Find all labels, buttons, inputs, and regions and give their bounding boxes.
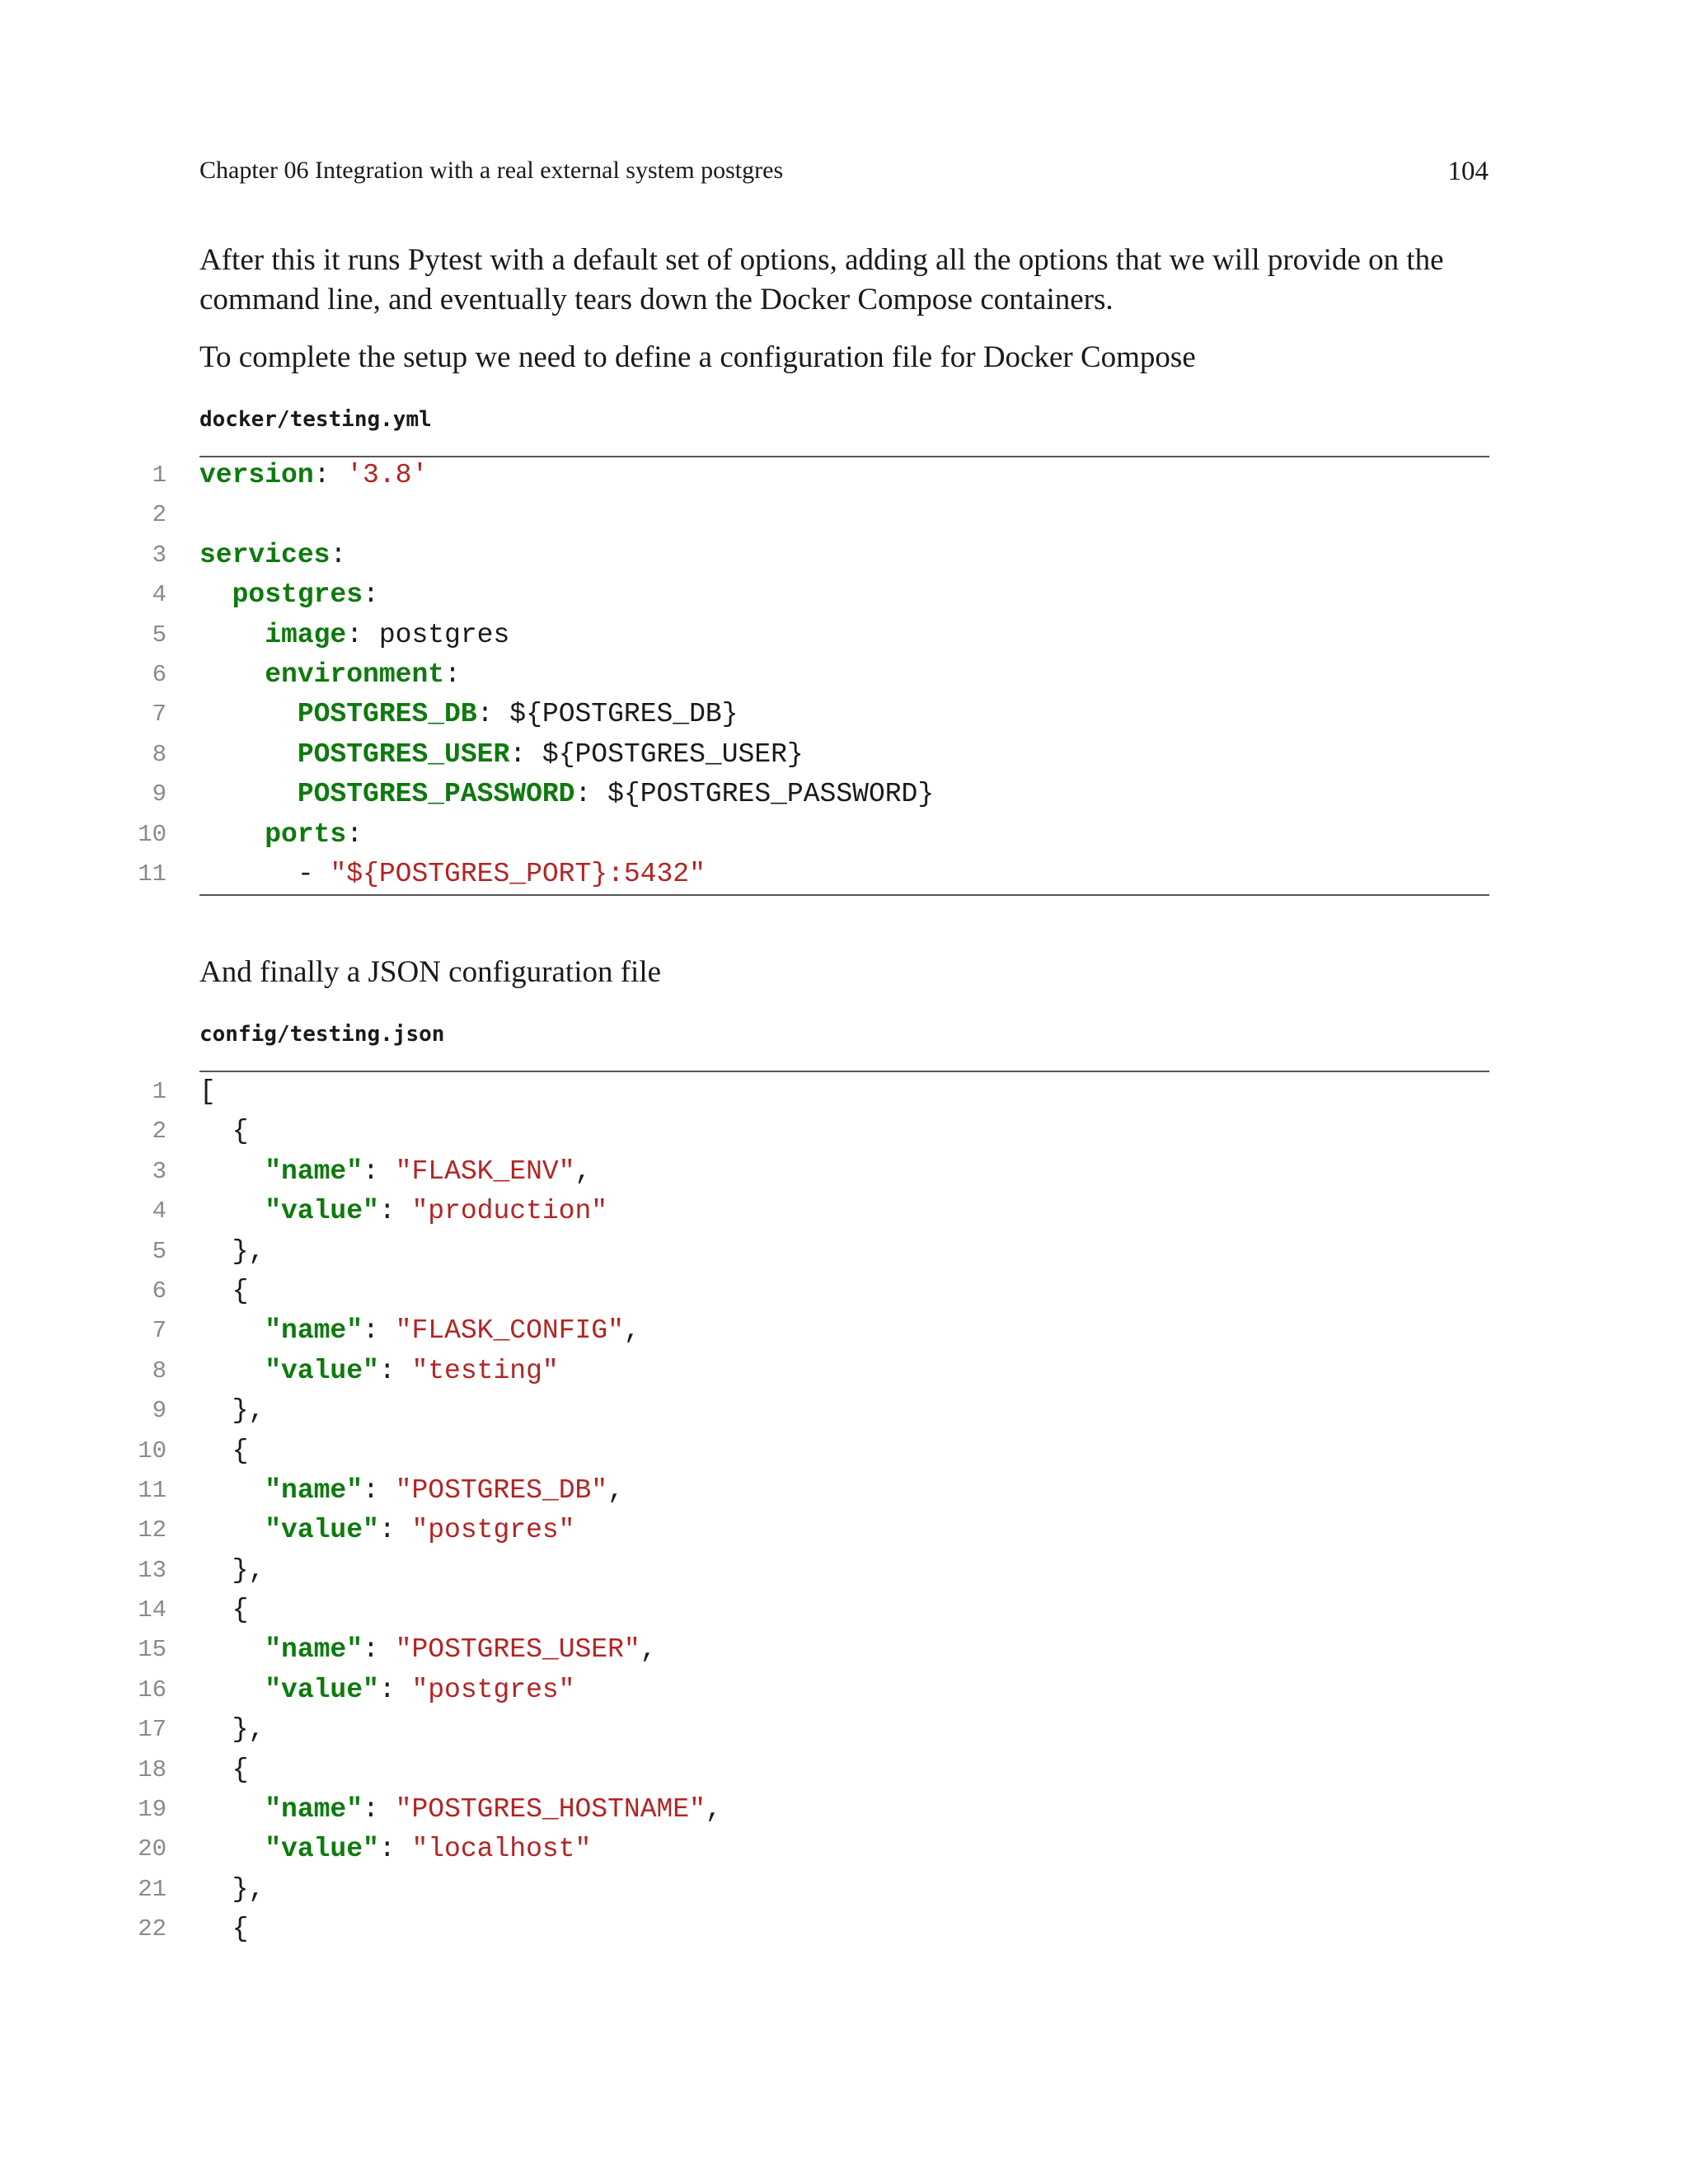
- code-line: [0, 1750, 1489, 1790]
- code-text: [199, 1272, 248, 1311]
- line-number: 7: [152, 1317, 166, 1345]
- code-text: [199, 1192, 607, 1231]
- code-punct: ,: [607, 1474, 624, 1506]
- line-number: 13: [138, 1556, 166, 1584]
- code-key: "name": [265, 1155, 363, 1187]
- code-text: [199, 695, 738, 734]
- listing-filename: docker/testing.yml: [199, 407, 432, 432]
- code-string: "FLASK_CONFIG": [395, 1315, 624, 1347]
- code-punct: :: [363, 579, 379, 611]
- code-punct: },: [199, 1395, 265, 1427]
- line-number: 1: [152, 462, 166, 489]
- code-string: "production": [411, 1196, 608, 1227]
- code-punct: -: [199, 858, 331, 889]
- code-string: "${POSTGRES_PORT}:5432": [330, 858, 706, 889]
- line-number: 5: [152, 621, 166, 649]
- code-string: "FLASK_ENV": [395, 1155, 575, 1187]
- code-text: [199, 456, 428, 495]
- code-punct: [199, 699, 298, 729]
- code-punct: [199, 1794, 265, 1825]
- code-string: "POSTGRES_DB": [395, 1474, 608, 1506]
- code-key: environment: [265, 658, 445, 690]
- code-line: [0, 1630, 1489, 1670]
- line-number: 6: [152, 1277, 166, 1305]
- code-punct: ,: [623, 1315, 640, 1347]
- code-text: [199, 1471, 624, 1511]
- code-punct: ,: [705, 1794, 722, 1825]
- code-line: [0, 1910, 1489, 1949]
- code-punct: :: [330, 539, 347, 570]
- code-line: [0, 1311, 1489, 1351]
- code-text: [199, 1232, 265, 1272]
- code-punct: },: [199, 1873, 265, 1905]
- code-punct: :: [378, 1355, 412, 1386]
- code-punct: [199, 739, 298, 770]
- code-punct: [199, 579, 232, 610]
- code-text: [199, 1391, 265, 1431]
- code-punct: :: [363, 1155, 396, 1187]
- code-line: [0, 1471, 1489, 1511]
- code-punct: [199, 1156, 265, 1187]
- line-number: 3: [152, 1157, 166, 1185]
- code-text: [199, 815, 363, 855]
- code-key: POSTGRES_USER: [297, 738, 510, 770]
- code-line: [0, 1671, 1489, 1710]
- paragraph-json-intro: And finally a JSON configuration file: [199, 955, 662, 989]
- code-text: [199, 1112, 248, 1151]
- code-text: [199, 735, 804, 775]
- code-punct: :: [378, 1834, 412, 1865]
- code-punct: },: [199, 1235, 265, 1267]
- code-key: postgres: [232, 579, 363, 611]
- code-punct: [199, 1356, 265, 1386]
- running-header: [199, 157, 1489, 194]
- code-line: [0, 495, 1489, 535]
- code-text: [199, 1511, 575, 1550]
- code-string: '3.8': [346, 460, 429, 490]
- line-number: 2: [152, 1118, 166, 1146]
- line-number: 11: [138, 1476, 166, 1504]
- code-text: [199, 855, 706, 894]
- code-text: [199, 1910, 248, 1949]
- code-line: [0, 536, 1489, 575]
- line-number: 10: [138, 1436, 166, 1465]
- line-number: 9: [152, 780, 166, 808]
- code-line: [0, 855, 1489, 894]
- code-punct: {: [199, 1116, 249, 1147]
- code-punct: [199, 1515, 265, 1545]
- code-line: [0, 1272, 1489, 1311]
- code-key: "value": [265, 1355, 379, 1386]
- code-text: [199, 1311, 640, 1351]
- code-punct: {: [199, 1595, 249, 1626]
- code-line: [0, 1710, 1489, 1750]
- code-line: [0, 1391, 1489, 1431]
- code-punct: :: [363, 1474, 396, 1506]
- code-text: [199, 575, 379, 615]
- line-number: 11: [138, 860, 166, 888]
- code-punct: [199, 1675, 265, 1705]
- code-punct: {: [199, 1435, 249, 1466]
- code-key: image: [265, 619, 347, 650]
- code-line: [0, 775, 1489, 814]
- code-punct: },: [199, 1554, 265, 1586]
- line-number: 4: [152, 581, 166, 609]
- code-punct: [199, 1834, 265, 1864]
- line-number: 17: [138, 1716, 166, 1744]
- code-punct: :: [363, 1794, 396, 1825]
- code-listing-json: [0, 1072, 1489, 1950]
- code-key: "name": [265, 1315, 363, 1347]
- code-punct: : ${POSTGRES_USER}: [509, 738, 804, 770]
- line-number: 8: [152, 1357, 166, 1385]
- line-number: 22: [138, 1915, 166, 1943]
- code-string: "postgres": [411, 1674, 575, 1705]
- code-punct: },: [199, 1714, 265, 1746]
- code-text: [199, 616, 509, 655]
- line-number: 8: [152, 740, 166, 768]
- code-line: [0, 1551, 1489, 1591]
- listing-rule-bottom: [199, 894, 1489, 896]
- line-number: 16: [138, 1675, 166, 1704]
- line-number: 7: [152, 701, 166, 729]
- code-text: [199, 1591, 248, 1630]
- code-punct: [199, 1315, 265, 1346]
- code-key: ports: [265, 818, 347, 850]
- code-punct: :: [346, 818, 363, 850]
- code-punct: {: [199, 1914, 249, 1945]
- code-punct: : ${POSTGRES_PASSWORD}: [574, 779, 935, 810]
- code-text: [199, 536, 346, 575]
- code-key: POSTGRES_PASSWORD: [297, 779, 575, 810]
- line-number: 19: [138, 1796, 166, 1824]
- code-line: [0, 1192, 1489, 1231]
- code-punct: [199, 659, 265, 690]
- code-punct: :: [363, 1634, 396, 1666]
- code-punct: [: [199, 1076, 216, 1107]
- code-line: [0, 655, 1489, 695]
- line-number: 9: [152, 1397, 166, 1425]
- line-number: 12: [138, 1516, 166, 1544]
- code-listing-yaml: [0, 456, 1489, 894]
- line-number: 18: [138, 1755, 166, 1783]
- code-punct: :: [378, 1515, 412, 1546]
- code-key: "name": [265, 1794, 363, 1825]
- code-line: [0, 1591, 1489, 1630]
- code-line: [0, 456, 1489, 495]
- code-text: [199, 1710, 265, 1750]
- code-line: [0, 616, 1489, 655]
- code-punct: [199, 819, 265, 850]
- code-punct: :: [378, 1196, 412, 1227]
- code-key: version: [199, 460, 314, 490]
- line-number: 3: [152, 541, 166, 569]
- code-string: "POSTGRES_HOSTNAME": [395, 1794, 706, 1825]
- code-string: "testing": [411, 1355, 559, 1386]
- line-number: 6: [152, 660, 166, 688]
- page-number: 104: [1447, 157, 1489, 186]
- code-punct: : postgres: [346, 619, 510, 650]
- code-string: "postgres": [411, 1515, 575, 1546]
- line-number: 15: [138, 1636, 166, 1664]
- code-string: "POSTGRES_USER": [395, 1634, 640, 1666]
- line-number: 4: [152, 1197, 166, 1226]
- code-line: [0, 1830, 1489, 1869]
- code-key: "name": [265, 1474, 363, 1506]
- code-punct: :: [363, 1315, 396, 1347]
- code-line: [0, 1112, 1489, 1151]
- chapter-title: Chapter 06 Integration with a real external system postgres: [199, 157, 784, 184]
- code-line: [0, 1432, 1489, 1471]
- code-line: [0, 1232, 1489, 1272]
- line-number: 20: [138, 1835, 166, 1863]
- code-punct: [199, 779, 298, 809]
- code-text: [199, 1432, 248, 1471]
- line-number: 2: [152, 501, 166, 529]
- code-line: [0, 695, 1489, 734]
- code-line: [0, 1511, 1489, 1550]
- code-string: "localhost": [411, 1834, 592, 1865]
- code-punct: [199, 1475, 265, 1506]
- paragraph-intro: After this it runs Pytest with a default set of options, adding all the options that we will provide on the command line, and eventually tears down the Docker Compose containers.: [199, 243, 1444, 316]
- line-number: 21: [138, 1875, 166, 1903]
- code-text: [199, 1671, 575, 1710]
- code-text: [199, 1072, 216, 1112]
- code-punct: : ${POSTGRES_DB}: [476, 699, 738, 730]
- code-text: [199, 1152, 591, 1192]
- code-text: [199, 655, 461, 695]
- code-punct: :: [313, 460, 347, 490]
- code-punct: {: [199, 1275, 249, 1306]
- line-number: 5: [152, 1237, 166, 1265]
- code-line: [0, 815, 1489, 855]
- code-punct: [199, 1634, 265, 1665]
- line-number: 14: [138, 1596, 166, 1624]
- code-punct: ,: [640, 1634, 657, 1666]
- code-text: [199, 1750, 248, 1790]
- line-number: 1: [152, 1078, 166, 1105]
- code-text: [199, 1630, 657, 1670]
- code-punct: :: [378, 1674, 412, 1705]
- code-line: [0, 1352, 1489, 1391]
- code-line: [0, 1072, 1489, 1112]
- code-text: [199, 775, 934, 814]
- code-key: "value": [265, 1674, 379, 1705]
- code-text: [199, 1870, 265, 1910]
- code-key: services: [199, 539, 331, 570]
- code-line: [0, 575, 1489, 615]
- code-line: [0, 735, 1489, 775]
- code-punct: {: [199, 1754, 249, 1785]
- code-text: [199, 1790, 722, 1830]
- code-key: "value": [265, 1515, 379, 1546]
- code-line: [0, 1870, 1489, 1910]
- code-text: [199, 1830, 591, 1869]
- paragraph-compose-setup: To complete the setup we need to define a configuration file for Docker Compose: [199, 340, 1196, 374]
- code-key: "value": [265, 1196, 379, 1227]
- code-text: [199, 1352, 559, 1391]
- code-punct: ,: [574, 1155, 592, 1187]
- code-key: "value": [265, 1834, 379, 1865]
- code-key: "name": [265, 1634, 363, 1666]
- code-punct: [199, 620, 265, 650]
- code-punct: [199, 1196, 265, 1226]
- listing-filename: config/testing.json: [199, 1022, 445, 1047]
- code-text: [199, 1551, 265, 1591]
- code-line: [0, 1152, 1489, 1192]
- code-line: [0, 1790, 1489, 1830]
- code-key: POSTGRES_DB: [297, 699, 477, 730]
- line-number: 10: [138, 820, 166, 848]
- code-punct: :: [444, 658, 461, 690]
